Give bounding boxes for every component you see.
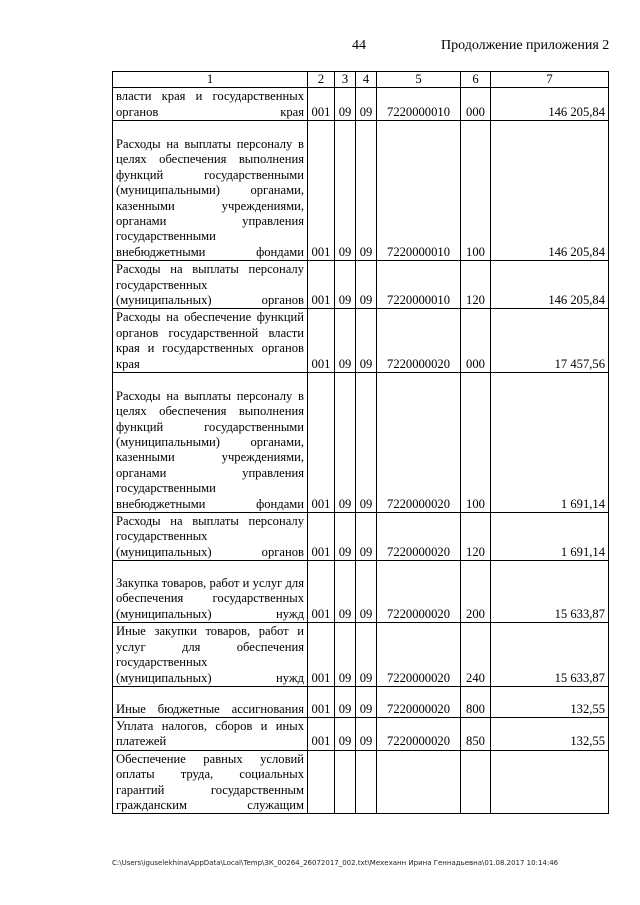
column-header: 1: [113, 72, 308, 88]
cell-amount: 146 205,84: [491, 88, 609, 121]
cell-section: 09: [335, 121, 356, 261]
cell-amount: 15 633,87: [491, 561, 609, 623]
cell-target-article: 7220000020: [377, 309, 461, 373]
row-description: Расходы на обеспечение функций органов государственной власти края и государственных органов края: [113, 309, 308, 373]
column-header: 7: [491, 72, 609, 88]
cell-expense-type: 120: [461, 261, 491, 309]
column-header: 5: [377, 72, 461, 88]
row-description: Расходы на выплаты персоналу в целях обеспечения выполнения функций государственными (муниципальными) органами, казенными учреждениями, органами управления государственными внебюджетными фондами: [113, 121, 308, 261]
cell-amount: [491, 750, 609, 814]
column-header: 4: [356, 72, 377, 88]
cell-section: [335, 750, 356, 814]
row-description: Иные бюджетные ассигнования: [113, 686, 308, 717]
table-row: [113, 373, 609, 513]
column-header: 3: [335, 72, 356, 88]
column-header: 2: [308, 72, 335, 88]
cell-target-article: 7220000010: [377, 88, 461, 121]
row-description: Расходы на выплаты персоналу государственных (муниципальных) органов: [113, 261, 308, 309]
cell-expense-type: 240: [461, 623, 491, 687]
cell-ministry-code: 001: [308, 373, 335, 513]
row-description: Иные закупки товаров, работ и услуг для обеспечения государственных (муниципальных) нужд: [113, 623, 308, 687]
cell-subsection: 09: [356, 309, 377, 373]
cell-expense-type: 200: [461, 561, 491, 623]
cell-section: 09: [335, 309, 356, 373]
cell-subsection: 09: [356, 373, 377, 513]
table-row: [113, 750, 609, 814]
cell-target-article: 7220000020: [377, 513, 461, 561]
cell-section: 09: [335, 686, 356, 717]
cell-target-article: [377, 750, 461, 814]
cell-subsection: 09: [356, 261, 377, 309]
cell-amount: 15 633,87: [491, 623, 609, 687]
cell-subsection: 09: [356, 623, 377, 687]
row-description: Расходы на выплаты персоналу государственных (муниципальных) органов: [113, 513, 308, 561]
column-header: 6: [461, 72, 491, 88]
cell-amount: 1 691,14: [491, 373, 609, 513]
table-row: [113, 513, 609, 561]
cell-expense-type: [461, 750, 491, 814]
footer-file-path: C:\Users\iguselekhina\AppData\Local\Temp\ЗК_00264_26072017_002.txt\Мехеханн Ирина Геннадьевна\01.08.2017 10:14:46: [112, 859, 559, 867]
cell-expense-type: 100: [461, 121, 491, 261]
cell-section: 09: [335, 717, 356, 750]
cell-expense-type: 850: [461, 717, 491, 750]
table-header-row: [113, 72, 609, 88]
cell-subsection: 09: [356, 686, 377, 717]
cell-ministry-code: 001: [308, 309, 335, 373]
table-row: [113, 623, 609, 687]
cell-target-article: 7220000020: [377, 373, 461, 513]
cell-ministry-code: 001: [308, 261, 335, 309]
row-description: власти края и государственных органов края: [113, 88, 308, 121]
cell-amount: 146 205,84: [491, 121, 609, 261]
continuation-note: Продолжение приложения 2: [441, 38, 610, 53]
cell-subsection: 09: [356, 121, 377, 261]
cell-section: 09: [335, 513, 356, 561]
table-row: [113, 309, 609, 373]
page-number: 44: [352, 38, 366, 53]
cell-ministry-code: 001: [308, 121, 335, 261]
cell-ministry-code: 001: [308, 623, 335, 687]
cell-ministry-code: 001: [308, 513, 335, 561]
cell-ministry-code: 001: [308, 561, 335, 623]
budget-table: [112, 71, 609, 814]
row-description: Расходы на выплаты персоналу в целях обеспечения выполнения функций государственными (муниципальными) органами, казенными учреждениями, органами управления государственными внебюджетными фондами: [113, 373, 308, 513]
cell-section: 09: [335, 623, 356, 687]
cell-ministry-code: 001: [308, 686, 335, 717]
cell-amount: 17 457,56: [491, 309, 609, 373]
cell-section: 09: [335, 373, 356, 513]
table-row: [113, 686, 609, 717]
cell-target-article: 7220000020: [377, 623, 461, 687]
table-row: [113, 717, 609, 750]
cell-subsection: 09: [356, 561, 377, 623]
cell-target-article: 7220000020: [377, 686, 461, 717]
row-description: Обеспечение равных условий оплаты труда, социальных гарантий государственным гражданским служащим: [113, 750, 308, 814]
row-description: Уплата налогов, сборов и иных платежей: [113, 717, 308, 750]
cell-expense-type: 000: [461, 309, 491, 373]
cell-target-article: 7220000020: [377, 717, 461, 750]
table-row: [113, 261, 609, 309]
cell-section: 09: [335, 88, 356, 121]
cell-expense-type: 800: [461, 686, 491, 717]
cell-section: 09: [335, 561, 356, 623]
cell-amount: 132,55: [491, 686, 609, 717]
cell-ministry-code: 001: [308, 88, 335, 121]
cell-target-article: 7220000010: [377, 121, 461, 261]
cell-subsection: 09: [356, 717, 377, 750]
cell-expense-type: 000: [461, 88, 491, 121]
cell-target-article: 7220000010: [377, 261, 461, 309]
cell-subsection: 09: [356, 88, 377, 121]
cell-ministry-code: 001: [308, 717, 335, 750]
cell-subsection: 09: [356, 513, 377, 561]
cell-ministry-code: [308, 750, 335, 814]
table-row: [113, 88, 609, 121]
cell-expense-type: 100: [461, 373, 491, 513]
table-row: [113, 561, 609, 623]
table-row: [113, 121, 609, 261]
cell-amount: 132,55: [491, 717, 609, 750]
cell-section: 09: [335, 261, 356, 309]
cell-amount: 1 691,14: [491, 513, 609, 561]
cell-expense-type: 120: [461, 513, 491, 561]
cell-subsection: [356, 750, 377, 814]
cell-target-article: 7220000020: [377, 561, 461, 623]
row-description: Закупка товаров, работ и услуг для обеспечения государственных (муниципальных) нужд: [113, 561, 308, 623]
cell-amount: 146 205,84: [491, 261, 609, 309]
